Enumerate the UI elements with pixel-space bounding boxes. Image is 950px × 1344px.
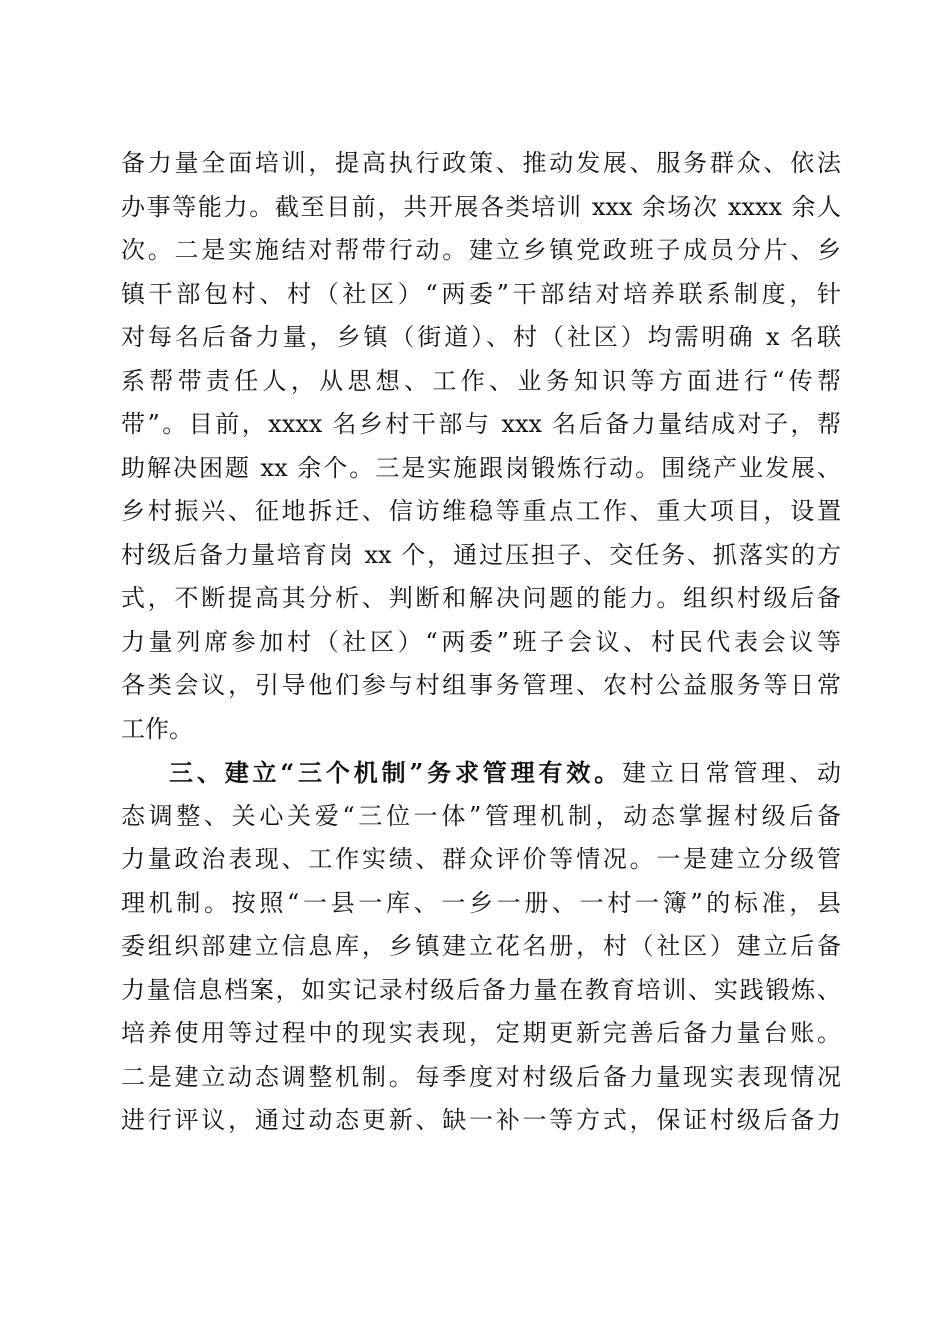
- section-heading: 三、建立“三个机制”务求管理有效。: [169, 758, 623, 787]
- text-line: 态调整、关心关爱“三位一体”管理机制，动态掌握村级后备: [121, 801, 841, 830]
- text-line: 助解决困题 xx 余个。三是实施跟岗锻炼行动。围绕产业发展、: [121, 453, 841, 482]
- text-line: 委组织部建立信息库，乡镇建立花名册，村（社区）建立后备: [121, 932, 841, 960]
- text-line: 乡村振兴、征地拆迁、信访维稳等重点工作、重大项目，设置: [121, 497, 841, 525]
- text-line: 村级后备力量培育岗 xx 个，通过压担子、交任务、抓落实的方: [121, 540, 841, 569]
- heading-line-text: 建立日常管理、动: [622, 759, 842, 787]
- text-line: 力量信息档案，如实记录村级后备力量在教育培训、实践锻炼、: [121, 975, 841, 1004]
- text-line: 次。二是实施结对帮带行动。建立乡镇党政班子成员分片、乡: [121, 236, 841, 264]
- text-line: [121, 751, 841, 795]
- text-line: 理机制。按照“一县一库、一乡一册、一村一簿”的标准，县: [121, 888, 841, 917]
- text-line: 对每名后备力量，乡镇（街道）、村（社区）均需明确 x 名联: [121, 323, 841, 351]
- body-text: [121, 142, 841, 1143]
- text-line: 系帮带责任人，从思想、工作、业务知识等方面进行“传帮: [121, 366, 841, 395]
- paragraph-1: [121, 142, 841, 751]
- text-line: 工作。: [121, 714, 193, 743]
- text-line: 备力量全面培训，提高执行政策、推动发展、服务群众、依法: [121, 149, 841, 177]
- text-line: 二是建立动态调整机制。每季度对村级后备力量现实表现情况: [121, 1062, 841, 1091]
- paragraph-2: [121, 751, 841, 1143]
- text-line: 各类会议，引导他们参与村组事务管理、农村公益服务等日常: [121, 671, 841, 699]
- text-line: 进行评议，通过动态更新、缺一补一等方式，保证村级后备力: [121, 1106, 841, 1134]
- text-line: 带”。目前，xxxx 名乡村干部与 xxx 名后备力量结成对子，帮: [121, 410, 841, 438]
- text-line: 镇干部包村、村（社区）“两委”干部结对培养联系制度，针: [121, 279, 841, 308]
- text-line: 培养使用等过程中的现实表现，定期更新完善后备力量台账。: [121, 1019, 841, 1047]
- text-line: 办事等能力。截至目前，共开展各类培训 xxx 余场次 xxxx 余人: [121, 192, 841, 221]
- text-line: 力量列席参加村（社区）“两委”班子会议、村民代表会议等: [121, 627, 841, 656]
- text-line: 式，不断提高其分析、判断和解决问题的能力。组织村级后备: [121, 584, 841, 612]
- text-line: 力量政治表现、工作实绩、群众评价等情况。一是建立分级管: [121, 845, 841, 873]
